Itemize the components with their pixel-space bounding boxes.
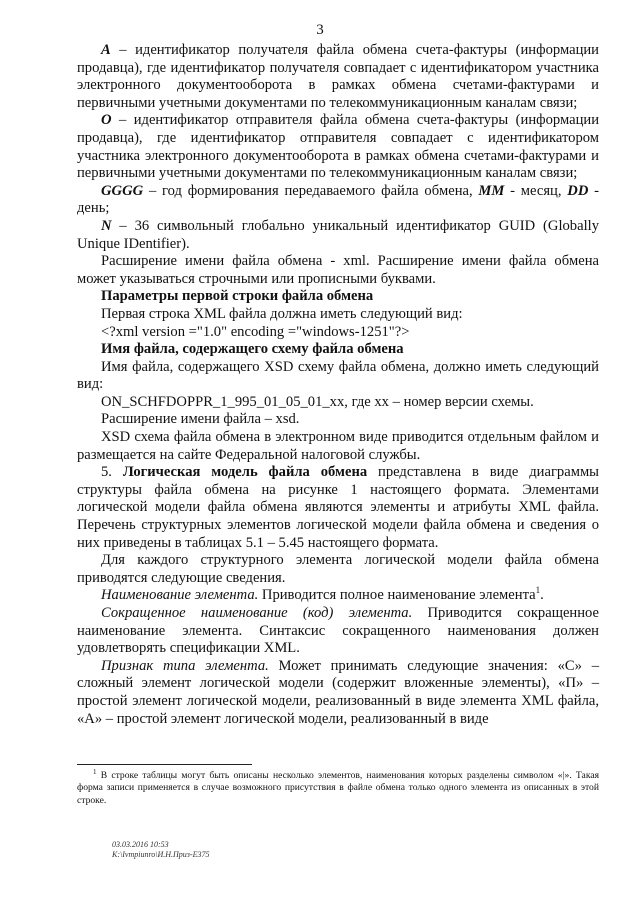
paragraph-xsd-extension: Расширение имени файла – xsd.	[101, 411, 300, 428]
paragraph-text: представлена в виде диаграммы структуры файла обмена на рисунке 1 настоящего формата. Элементами логической модели файла обмена являются элементы и атрибуты XML файла. Перечень структурных элементов логической модели файла обмена и сведения о них приведены в таблицах 5.1 – 5.45 настоящего формата.	[77, 464, 599, 551]
term-mm: MM	[478, 182, 505, 199]
paragraph-text: Приводится сокращенное наименование элемента. Синтаксис сокращенного наименования должен удовлетворять спецификации XML.	[77, 605, 599, 657]
footnote-number: 1	[93, 767, 97, 776]
paragraph-extension: Расширение имени файла обмена - xml. Расширение имени файла обмена может указываться строчными или прописными буквами.	[77, 253, 599, 287]
paragraph-text: – год формирования передаваемого файла обмена,	[143, 182, 479, 199]
term-n: N	[101, 217, 112, 234]
footnote-divider	[77, 764, 252, 765]
stamp-date: 03.03.2016 10:53	[112, 840, 169, 849]
paragraph-text: .	[540, 587, 544, 604]
term-element-code: Сокращенное наименование (код) элемента.	[101, 605, 413, 621]
term-o: О	[101, 112, 112, 129]
paragraph-element-code	[77, 605, 599, 658]
term-element-type: Признак типа элемента.	[101, 657, 269, 674]
paragraph-text: - месяц,	[504, 182, 568, 199]
paragraph-first-line: Первая строка XML файла должна иметь следующий вид:	[101, 305, 463, 322]
paragraph-schema-filename: ON_SCHFDOPPR_1_995_01_05_01_xx, где хх – номер версии схемы.	[101, 393, 534, 410]
paragraph-date	[77, 183, 599, 218]
stamp-path: K:\Ivmpiunro\И.Н.Приз-Е375	[112, 850, 210, 859]
paragraph-guid	[77, 218, 599, 253]
paragraph-schema-name: Имя файла, содержащего XSD схему файла обмена, должно иметь следующий вид:	[77, 358, 599, 393]
term-gggg: GGGG	[101, 182, 144, 199]
paragraph-sender-id	[77, 112, 599, 182]
section-title: Логическая модель файла обмена	[122, 464, 368, 481]
term-a: А	[101, 42, 111, 58]
paragraph-element-info: Для каждого структурного элемента логической модели файла обмена приводятся следующие сведения.	[77, 552, 599, 586]
paragraph-text: – идентификатор получателя файла обмена счета-фактуры (информации продавца), где идентификатор получателя совпадает с идентификатором участника электронного документооборота в рамках обмена счетами-фактурами и первичными учетными документами по телекоммуникационным каналам связи;	[77, 42, 599, 111]
paragraph-xml-declaration: <?xml version ="1.0" encoding ="windows-1251"?>	[101, 323, 410, 340]
footnote-text: В строке таблицы могут быть описаны несколько элементов, наименования которых разделены символом «|». Такая форма записи применяется в случае возможного присутствия в файле обмена только одного элемента из описанных в этой строке.	[77, 770, 599, 806]
document-body	[77, 42, 599, 728]
paragraph-recipient-id	[77, 42, 599, 112]
footnote	[77, 767, 599, 807]
paragraph-logical-model	[77, 464, 599, 552]
section-number: 5.	[101, 464, 123, 481]
paragraph-text: Может принимать следующие значения: «С» – сложный элемент логической модели (содержит вложенные элементы), «П» – простой элемент логической модели, реализованный в виде элемента XML файла, «А» – простой элемент логической модели, реализованный в виде	[77, 657, 599, 727]
paragraph-xsd-location: XSD схема файла обмена в электронном виде приводится отдельным файлом и размещается на сайте Федеральной налоговой службы.	[77, 429, 599, 463]
page-number: 3	[316, 22, 324, 38]
paragraph-text: Приводится полное наименование элемента	[258, 587, 536, 604]
footnote-ref: 1	[535, 585, 541, 596]
term-element-name: Наименование элемента.	[101, 587, 259, 604]
paragraph-text: – 36 символьный глобально уникальный идентификатор GUID (Globally Unique IDentifier).	[77, 217, 599, 252]
paragraph-text: - день;	[77, 182, 600, 217]
paragraph-element-name	[77, 587, 599, 605]
heading-first-line: Параметры первой строки файла обмена	[101, 288, 374, 305]
print-stamp	[112, 840, 209, 860]
term-dd: DD	[567, 182, 589, 199]
paragraph-element-type	[77, 658, 599, 728]
paragraph-text: – идентификатор отправителя файла обмена счета-фактуры (информации продавца), где идентификатор отправителя совпадает с идентификатором участника электронного документооборота в рамках обмена счетами-фактурами и первичными учетными документами по телекоммуникационным каналам связи;	[77, 112, 599, 182]
heading-schema-file: Имя файла, содержащего схему файла обмена	[101, 341, 404, 358]
